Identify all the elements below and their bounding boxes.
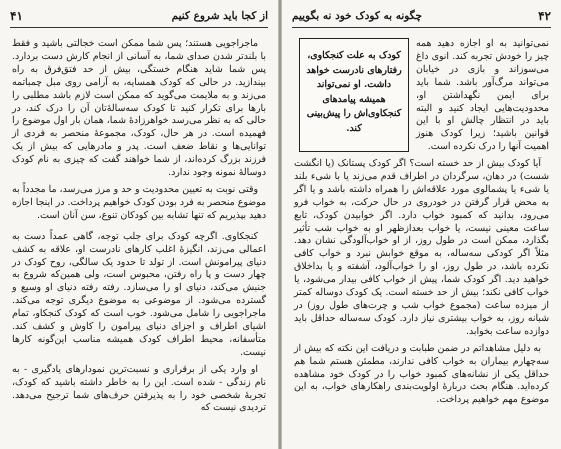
right-page: [282, 0, 561, 449]
left-paragraph-1: ماجراجویی هستند؛ پس شما ممکن است خجالتی باشید و فقط با بلندتر شدن صدای شما، به آسانی از انجام کارش دست بردارد. پس شما شاید هنگام خستگی، بیش از حد فتق‌فرق به راه بیندازید. در حالی که کودک همسایه، به آرامی روی مبل چمباتمه می‌زند و به ملایمت می‌گوید که ممکن است لازم باشد مطلبی را بارها برای تکرار کنید تا کودک سه‌سالهٔ‌تان آن را درک کند، در حالی که به نظر می‌رسد خواهرزادهٔ شما، همان بار اول موضوع را فهمیده است. در هر حال، کودک، مجموعهٔ منحصر به فردی از توانایی‌ها و نقاط ضعف است. پدر و مادرهایی که بیش از یک فرزند بزرگ کرده‌اند، از شما خواهند گفت که چیزی به نام کودک دوسالهٔ نمونه وجود ندارد.: [12, 38, 266, 179]
left-page-header: [10, 8, 268, 24]
left-page-body: [12, 38, 266, 419]
right-page-body: [294, 158, 549, 411]
right-header-rule: [292, 27, 551, 28]
left-paragraph-2: وقتی نوبت به تعیین محدودیت و حد و مرز می‌رسد، ما مجدداً به موضوع منحصر به فرد بودن کودک خواهیم پرداخت. در اینجا اجازه دهید بپذیریم که تنها تشابه بین کودکان تنوع، سن آنان است.: [12, 183, 266, 221]
right-paragraph-3: به دلیل مشاهداتم در ضمن طبابت و دریافت این نکته که بیش از سه‌چهارم بیماران به خواب کافی ندارند، مطمئن هستم شما هم حداقل یکی از نشانه‌های کمبود خواب را در کودک خود مشاهده کرده‌اید. هنگام بحث دربارهٔ اولویت‌بندی راهکارهای خواب، به این موضوع مهم خواهیم پرداخت.: [294, 342, 549, 406]
right-page-header: [292, 8, 551, 24]
right-paragraph-2: آیا کودک بیش از حد خسته است؟ اگر کودک پستانک (یا انگشت شست) در دهان، سرگردان در اطراف قدم می‌زند یا با شیء بلند یا شیء یا پشمالوی مورد علاقه‌اش را همراه داشته باشد و یا اگر به محض قرار گرفتن در خودروی در حال حرکت، به خواب فرو می‌رود، بدانید که کمبود خواب دارد. اگر خوابیدن کودک، تابع ساعت معینی نیست، یا خواب بعدازظهر او به خواب شب تأثیر بگذارد، ممکن است در طول روز، از او خواب‌آلودگی نشان دهد. مثلاً اگر کودکی سه‌ساله، به موقع خوابش نبرد و خواب کافی نکرده باشد، در طول روز، او را خواب‌آلود، آشفته و یا بداخلاق خواهید دید. اگر کودک شما، پیش از خواب کافی بیدار می‌شود، یا خواب کافی نکند؛ بیش از حد خسته است. یک کودک دوساله کمتر از میزده ساعت (مجموع خواب شب و چرت‌های طول روز) در شبانه روز، به خواب بیشتری نیاز دارد. کودک سه‌ساله حداقل باید دوازده ساعت بخوابد.: [294, 158, 549, 337]
right-paragraph-1: نمی‌توانید به او اجازه دهید همه چیز را خودش تجربه کند. انوی داغ می‌سوزاند و بازی در خیابان می‌تواند مرگ‌آور باشد. شما باید برای ایمن نگهداشتن او، محدودیت‌هایی ایجاد کنید و البته باید در انتظار چالش او با این قوانین باشید؛ زیرا کودک هنوز اهمیت آنها را درک نکرده است.: [416, 38, 549, 153]
left-page-running-title: از کجا باید شروع کنیم: [171, 10, 268, 22]
right-page-running-title: چگونه به کودک خود نه بگوییم: [292, 10, 422, 22]
right-page-body-top: [294, 38, 549, 158]
left-page-number: ۴۱: [10, 9, 23, 23]
left-paragraph-3: کنجکاوی. اگرچه کودک برای جلب توجه، گاهی عمداً دست به اعمالی می‌زند، انگیزهٔ اغلب کارهای نادرست او، علاقه به کشف دنیای پیرامونش است. از تولد تا حدود یک سالگی، روح کودک در چهار دست و پا راه رفتن، محبوس است، ولی همین‌که شروع به جنبش می‌کند، دنیای او را می‌سازد. رفته رفته دنیای او وسیع و گسترده می‌شود. از موضوعی به موضوع دیگری توجه می‌کند. ماجراجویی را شامل می‌شود. خوب است که کودک کنجکاو، تمام اشیای اطراف و اجزای دنیای پیرامون را کاوش و کشف کند. متأسفانه، محیط اطراف کودک همیشه مناسب این‌گونه کارها نیست.: [12, 230, 266, 358]
right-page-number: ۴۲: [538, 9, 551, 23]
callout-box: کودک به علت کنجکاوی، رفتارهای نادرست خواهد داشت. او نمی‌تواند همیشه پیامدهای کنجکاوی‌اش را پیش‌بینی کند.: [299, 38, 409, 152]
left-page: [0, 0, 278, 449]
left-header-rule: [10, 27, 268, 28]
left-paragraph-4: او وارد یکی از برقراری و نسبت‌ترین نمودارهای یادگیری - به نام زندگی - شده است. این را به خاطر داشته باشید که کودک، تجربهٔ شخصی خود را به پذیرفتن حرف‌های شما ترجیح می‌دهد. تردیدی نیست که: [12, 363, 266, 414]
